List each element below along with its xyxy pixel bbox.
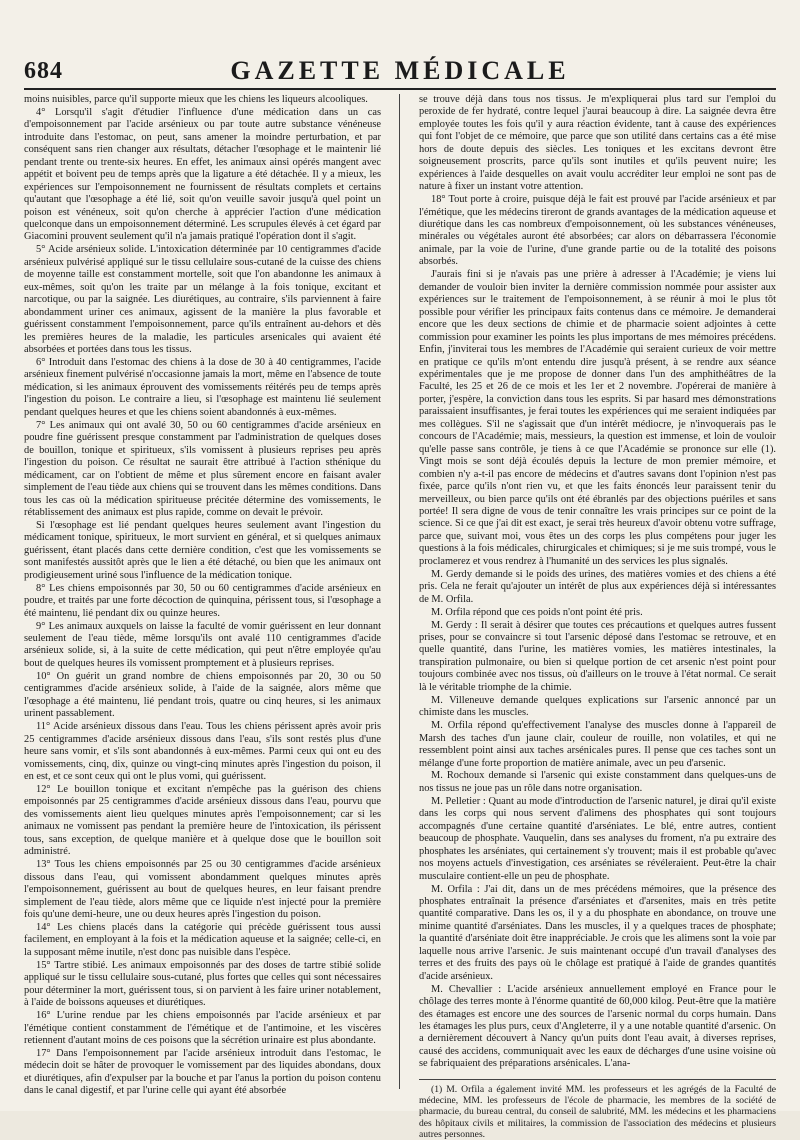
paragraph: 5° Acide arsénieux solide. L'intoxication déterminée par 10 centigrammes d'acide arsénieux pulvérisé appliqué sur le tissu cellulaire sous-cutané de la cuisse des chiens de moyenne taille est constamment mortelle, soit que l'on abandonne les animaux à eux-mêmes, soit qu'on les traite par un mélange à la fois tonique, excitant et narcotique, ou par la saignée. Les diurétiques, au contraire, s'ils parviennent à faire abondamment uriner ces animaux, agissent de la manière la plus favorable et guérissent constamment l'empoisonnement, parce qu'ils entraînent au-dehors et dès les premières heures de la maladie, les particules arsenicales qui avaient été absorbées et portées dans tous les tissus. [24, 244, 381, 356]
paragraph: 16° L'urine rendue par les chiens empoisonnés par l'acide arsénieux et par l'émétique contient constamment de l'émétique et de l'antimoine, et les viscères retiennent d'autant moins de ces poisons que la sécrétion urinaire est plus abondante. [24, 1010, 381, 1046]
paragraph: 18° Tout porte à croire, puisque déjà le fait est prouvé par l'acide arsénieux et par l'émétique, que les médecins tireront de grands avantages de la médication aqueuse et diurétique dans les cas nombreux d'empoisonnement, où les substances vénéneuses, minérales ou végétales auront été absorbées; car alors on débarrassera l'économie animale, par la voie de l'urine, d'une grande partie ou de la totalité des poisons absorbés. [419, 194, 776, 268]
journal-title: GAZETTE MÉDICALE [230, 56, 570, 85]
paragraph: 15° Tartre stibié. Les animaux empoisonnés par des doses de tartre stibié solide appliqué sur le tissu cellulaire sous-cutané, plus fortes que celles qui sont nécessaires pour déterminer la mort, guérissent tous, si on parvient à les faire uriner notablement, à l'aide de boissons aqueuses et diurétiques. [24, 959, 381, 1009]
left-column [24, 94, 381, 1097]
paragraph: 8° Les chiens empoisonnés par 30, 50 ou 60 centigrammes d'acide arsénieux en poudre, et traités par une forte décoction de quinquina, périssent tous, si l'œsophage a été maintenu, lié pendant dix ou quinze heures. [24, 582, 381, 619]
paragraph: M. Villeneuve demande quelques explications sur l'arsenic annoncé par un chimiste dans les muscles. [419, 694, 776, 719]
paragraph: 13° Tous les chiens empoisonnés par 25 ou 30 centigrammes d'acide arsénieux dissous dans l'eau, qui vomissent abondamment quelques minutes après l'empoisonnement, guérissent au bout de quelques heures, en leur faisant prendre simplement de l'eau tiède, alors même que ce liquide n'est injecté pour la première fois qu'une demi-heure, une ou deux heures après l'ingestion du poison. [24, 859, 381, 920]
paragraph: 17° Dans l'empoisonnement par l'acide arsénieux introduit dans l'estomac, le médecin doit se hâter de provoquer le vomissement par des liquides abondans, doux et diurétiques, afin d'expulser par la bouche et par l'anus la portion du poison contenu dans le canal digestif, et par l'urine celle qui ayant été absorbée [24, 1047, 381, 1097]
paragraph: M. Gerdy : Il serait à désirer que toutes ces précautions et quelques autres fussent prises, pour se convaincre si tout l'arsenic déposé dans l'estomac se retrouve, et en quelle quantité, dans l'urine, les matières vomies, les matières intestinales, la transpiration pulmonaire, ou bien si quelque portion de cet arsenic n'est point pour toujours combinée avec nos tissus, où d'ailleurs on le trouve à l'état normal. Ce serait là le véritable triomphe de la chimie. [419, 619, 776, 693]
right-column [419, 94, 776, 1140]
column-divider [399, 94, 400, 1089]
paragraph: 14° Les chiens placés dans la catégorie qui précède guérissent tous aussi facilement, en employant à la fois et la médication aqueuse et la saignée; celle-ci, en la supposant même inutile, n'est donc pas nuisible dans l'espèce. [24, 921, 381, 958]
paragraph: M. Orfila répond qu'effectivement l'analyse des muscles donne à l'appareil de Marsh des taches d'un jaune clair, couleur de rouille, non volatiles, et qui ne ressemblent point ainsi aux taches arsénicales pures. Il pense que ces taches sont un mélange d'une forte proportion de matière animale, avec un peu d'arsenic. [419, 720, 776, 769]
paragraph: 4° Lorsqu'il s'agit d'étudier l'influence d'une médication dans un cas d'empoisonnement par l'acide arsénieux ou par toute autre substance vénéneuse introduite dans l'estomac, on peut, sans amener la moindre perturbation, et par conséquent sans rien changer aux résultats, détacher l'œsophage et le maintenir lié pendant trente ou trente-six heures. En effet, les animaux ainsi opérés mangent avec appétit et boivent peu de temps après que la ligature a été détachée. Il y a mieux, les expériences sur l'empoisonnement ne fournissent de résultats complets et certains qu'autant que l'œsophage a été lié, soit qu'on veuille savoir jusqu'à quel point un poison est vénéneux, soit qu'on cherche à apprécier l'action d'une médication quelconque dans un empoisonnement déterminé. Les scrupules élevés à cet égard par Giacomini prouvent seulement qu'il n'a jamais pratiqué l'opération dont il s'agit. [24, 106, 381, 243]
paragraph: M. Rochoux demande si l'arsenic qui existe constamment dans quelques-uns de nos tissus ne joue pas un rôle dans notre organisation. [419, 770, 776, 794]
paragraph: M. Orfila : J'ai dit, dans un de mes précédens mémoires, que la présence des phosphates entraînait la présence d'arséniates et d'arsenites, mais en très petite quantité comparative. Dans les os, il y a du phosphate en abondance, on trouve une minime quantité d'arséniates. Dans les muscles, il y a quelques traces de phosphate; la quantité d'arséniate doit être inappréciable. Je crois que les alimens sont la voie par laquelle nous arrive l'arsenic. Je suis maintenant occupé d'un travail d'analyses des terres et des fruits des pays où le chôlage est pratiqué à l'aide de grandes quantités d'acide arsénieux. [419, 883, 776, 982]
footnote-rule [419, 1079, 776, 1080]
paragraph: 9° Les animaux auxquels on laisse la faculté de vomir guérissent en leur donnant seulement de l'eau tiède, même lorsqu'ils ont avalé 110 centigrammes d'acide arsénieux solide, si, à la suite de cette médication, qui peut n'être employée qu'au bout de quelques heures ils vomissent promptement et à plusieurs reprises. [24, 620, 381, 669]
paragraph: M. Orfila répond que ces poids n'ont point été pris. [431, 606, 643, 618]
paragraph: M. Chevallier : L'acide arsénieux annuellement employé en France pour le chôlage des terres monte à l'énorme quantité de 60,000 kilog. Peut-être que la matière des étamages est encore une des sources de l'arsenic normal du corps humain. Dans les étamages les plus purs, ceux d'Angleterre, il y a une notable quantité d'arsenic. On a dernièrement découvert à Nancy qu'un puits dont l'eau avait, à diverses reprises, causé des accidens, communiquait avec les eaux de décharges d'une usine voisine où se fabriquaient des préparations arsénicales. L'ana- [419, 983, 776, 1070]
footnote: (1) M. Orfila a également invité MM. les professeurs et les agrégés de la Faculté de médecine, MM. les professeurs de l'école de pharmacie, les membres de la société de pharmacie, du bureau central, du conseil de salubrité, MM. les médecins et les pharmaciens des hôpitaux civils et militaires, la commission de l'association des médecins et plusieurs autres personnes. [419, 1083, 776, 1140]
page-header [24, 54, 776, 90]
paragraph: Si l'œsophage est lié pendant quelques heures seulement avant l'ingestion du médicament tonique, spiritueux, le mort survient en général, et si quelques animaux guérissent, étant placés dans cette dernière condition, c'est que les vomissements se sont manifestés aussitôt après que le lien a été détaché, ou bien que les animaux ont prodigieusement uriné sous l'influence de la médication tonique. [24, 519, 381, 581]
paragraph: 11° Acide arsénieux dissous dans l'eau. Tous les chiens périssent après avoir pris 25 centigrammes d'acide arsénieux dissous dans l'eau, s'ils sont restés plus d'une heure sans vomir, et s'ils sont abandonnés à eux-mêmes. Parmi ceux qui ont eu des vomissements, cinq, dix, quinze ou vingt-cinq minutes après l'ingestion du poison, il en est, et ce sont ceux qui ont le plus vomi, qui guérissent. [24, 721, 381, 782]
paragraph: J'aurais fini si je n'avais pas une prière à adresser à l'Académie; je viens lui demander de vouloir bien inviter la dernière commission nommée pour assister aux expériences sur le traitement de l'empoisonnement, à se réunir à moi le plus tôt possible pour vérifier les principaux faits contenus dans ce mémoire. Je demanderai encore que les deux sections de chimie et de pharmacie soient adjointes à cette commission pour examiner les points les plus importans de mes mémoires précédens. Enfin, j'inviterai tous les membres de l'Académie qui seraient curieux de voir mettre en pratique ce qu'ils m'ont entendu dire jusqu'à présent, à se rendre aux séance expérimentales que je me propose de donner dans l'un des amphithéâtres de la Faculté, les 25 et 26 de ce mois et les 1er et 2 novembre. J'opérerai de manière à porter, j'espère, la conviction dans tous les esprits. Si par hasard mes démonstrations paraissaient insuffisantes, je ferai toutes les expériences qui me seraient indiquées par mes collègues. S'il ne s'agissait que d'un intérêt médiocre, je n'invoquerais pas le concours de l'Académie; mais, messieurs, la question est immense, et loin de vouloir qu'elle passe sans contrôle, je tiens à ce que l'Académie se prononce sur elle (1). Vingt mois se sont déjà écoulés depuis la lecture de mon premier mémoire, et combien n'y a-t-il pas encore de médecins et d'autres savans dont l'opinion n'est pas fixée, parce qu'ils n'ont rien vu, et que les faits énoncés leur paraissent tenir du merveilleux, ou bien parce qu'ils ont été ébranlés par des objections puériles et sans portée! Il sera digne de vous de tenir connaître les vrais principes sur ce point de la science. Si ce que j'ai dit est exact, je serai très heureux d'avoir obtenu votre suffrage, parce que, suivant moi, vous êtes un des corps les plus compétens pour juger les questions à la fois médicales, chirurgicales et chimiques; si je me suis trompé, vous le proclamerez et vous rendrez à l'humanité un des services les plus signalés. [419, 269, 776, 567]
paragraph: moins nuisibles, parce qu'il supporte mieux que les chiens les liqueurs alcooliques. [24, 94, 368, 105]
right-column-body [419, 94, 776, 1071]
paragraph: 12° Le bouillon tonique et excitant n'empêche pas la guérison des chiens empoisonnés par 25 centigrammes d'acide arsénieux dissous dans l'eau, pourvu que des vomissements aient lieu quelques minutes après l'empoisonnement; car si les animaux ne vomissent pas pendant la première heure de l'intoxication, ils périssent tous, sans exception, de quelque manière et à quelque dose que le bouillon soit administré. [24, 783, 381, 858]
paragraph: 7° Les animaux qui ont avalé 30, 50 ou 60 centigrammes d'acide arsénieux en poudre fine guérissent presque constamment par l'administration de quelques doses de bouillon, tonique et spiritueux, s'ils vomissent à plusieurs reprises peu après l'ingestion du poison. Ce résultat ne saurait être attribué à l'action sthénique du médicament, car on l'obtient de même et plus sûrement encore en faisant avaler simplement de l'eau tiède aux chiens qui se trouvent dans les mêmes conditions. Dans tous les cas où la médication spiritueuse précitée détermine des vomissements, le rétablissement des animaux est plus rapide, comme on devait le prévoir. [24, 419, 381, 518]
paragraph: M. Pelletier : Quant au mode d'introduction de l'arsenic naturel, je dirai qu'il existe dans les corps qui nous servent d'alimens des phosphates qui sont toujours accompagnés d'une certaine quantité d'arséniates. Le blé, entre autres, contient beaucoup de phosphate. Vauquelin, dans ses analyses du froment, n'a pu extraire des phosphates les arséniates, qui certainement s'y trouvent; mais il est probable qu'avec nos moyens actuels d'investigation, ces arséniates se révéleraient. Peut-être la chair musculaire contient-elle un peu de phosphate. [419, 795, 776, 882]
paragraph: se trouve déjà dans tous nos tissus. Je m'expliquerai plus tard sur l'emploi du peroxide de fer hydraté, contre lequel j'aurai beaucoup à dire. La saignée devra être employée toutes les fois qu'il y aura réaction évidente, tant à cause des expériences qui font l'objet de ce mémoire, que parce que son utilité dans certains cas a été mise hors de doute depuis des siècles. Les toniques et les excitans devront être soigneusement proscrits, parce qu'ils sont inutiles et qu'ils peuvent nuire; les expériences à l'aide desquelles on avait voulu accréditer leur emploi ne sont pas de nature à fixer un instant votre attention. [419, 94, 776, 193]
paragraph: 10° On guérit un grand nombre de chiens empoisonnés par 20, 30 ou 50 centigrammes d'acide arsénieux solide, à l'aide de la saignée, alors même que l'œsophage a été maintenu, lié pendant trois, quatre ou cinq heures, si les animaux urinent passablement. [24, 670, 381, 720]
paragraph: M. Gerdy demande si le poids des urines, des matières vomies et des chiens a été pris. Cela ne ferait qu'ajouter un intérêt de plus aux expériences déjà si intéressantes de M. Orfila. [419, 568, 776, 605]
paragraph: 6° Introduit dans l'estomac des chiens à la dose de 30 à 40 centigrammes, l'acide arsénieux finement pulvérisé n'occasionne jamais la mort, même en l'absence de toute médication, si les animaux éprouvent des vomissements réitérés peu de temps après l'ingestion du poison. Le contraire a lieu, si l'œsophage est maintenu lié seulement pendant quelques heures et que les chiens soient abandonnés à eux-mêmes. [24, 357, 381, 418]
page-number: 684 [24, 58, 63, 84]
